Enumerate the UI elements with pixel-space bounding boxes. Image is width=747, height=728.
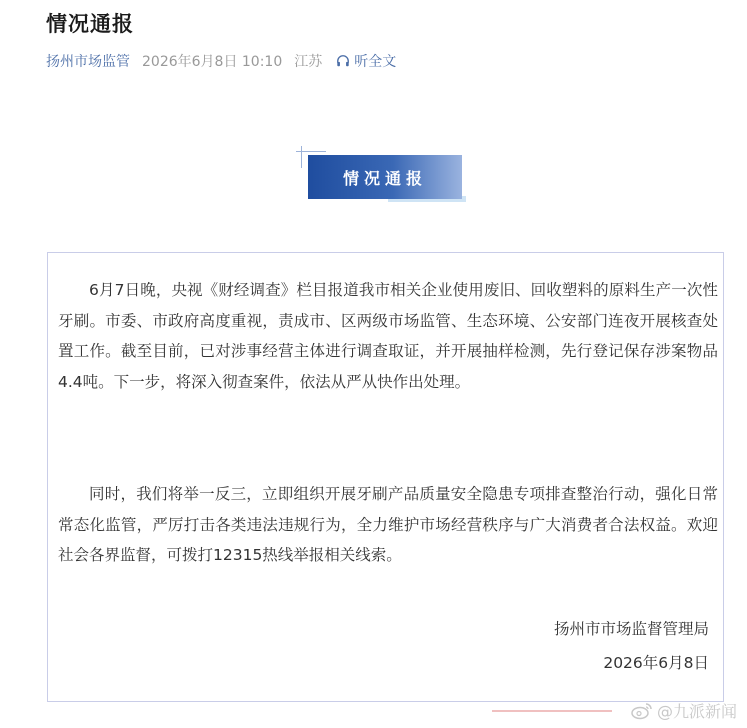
watermark bbox=[631, 699, 737, 722]
article-meta bbox=[46, 51, 396, 71]
signature-date: 2026年6月8日 bbox=[603, 654, 709, 672]
signature-org: 扬州市市场监督管理局 bbox=[553, 620, 709, 638]
source-link[interactable]: 扬州市场监管 bbox=[46, 54, 130, 70]
decor-line bbox=[492, 710, 612, 712]
paragraph-2: 同时，我们将举一反三，立即组织开展牙刷产品质量安全隐患专项排查整治行动，强化日常常态化监管，严厉打击各类违法违规行为，全力维护市场经营秩序与广大消费者合法权益。欢迎社会各界监督，可拨打12315热线举报相关线索。 bbox=[58, 485, 718, 564]
section-banner bbox=[296, 146, 472, 208]
banner-decor-horizontal bbox=[296, 151, 326, 152]
paragraph-1: 6月7日晚，央视《财经调查》栏目报道我市相关企业使用废旧、回收塑料的原料生产一次性牙刷。市委、市政府高度重视，责成市、区两级市场监管、生态环境、公安部门连夜开展核查处置工作。截至目前，已对涉事经营主体进行调查取证，并开展抽样检测，先行登记保存涉案物品4.4吨。下一步，将深入彻查案件，依法从严从快作出处理。 bbox=[58, 281, 718, 391]
headphones-icon bbox=[336, 54, 350, 68]
page-title: 情况通报 bbox=[46, 12, 134, 36]
weibo-icon bbox=[631, 702, 653, 720]
banner-label: 情况通报 bbox=[308, 155, 462, 199]
banner-decor-vertical bbox=[301, 146, 302, 168]
watermark-text: @九派新闻 bbox=[656, 702, 737, 721]
publish-time: 2026年6月8日 10:10 bbox=[142, 54, 283, 70]
notice-content bbox=[47, 252, 724, 702]
region-label: 江苏 bbox=[294, 54, 323, 70]
listen-button[interactable] bbox=[336, 51, 396, 71]
listen-label: 听全文 bbox=[354, 54, 397, 70]
